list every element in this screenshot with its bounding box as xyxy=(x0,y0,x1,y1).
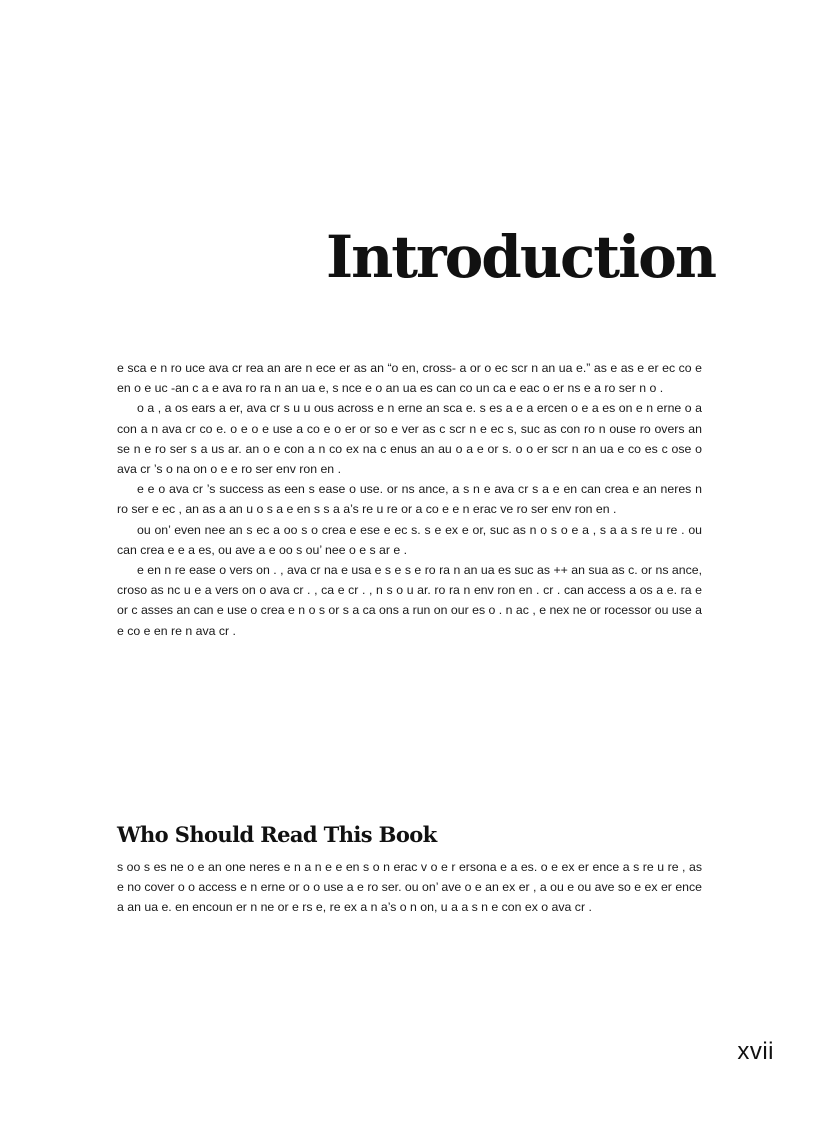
body-paragraph: e e o ava cr ’s success as een s ease o use. or ns ance, a s n e ava cr s a e en can crea e an neres n ro ser e ec , an as a an u o s a e en s s a a’s re u re or a co e e n erac ve ro ser env ron en . xyxy=(117,482,702,517)
section-body xyxy=(117,857,702,918)
body-paragraph: ou on’ even nee an s ec a oo s o crea e ese e ec s. s e ex e or, suc as n o s o e a , s a a s re u re . ou can crea e e a es, ou ave a e oo s ou’ nee o e s ar e . xyxy=(117,522,702,557)
chapter-title: Introduction xyxy=(325,223,715,291)
body-paragraph: e en n re ease o vers on . , ava cr na e usa e s e s e ro ra n an ua es suc as ++ an sua as c. or ns ance, croso as nc u e a vers on o ava cr . , ca e cr . , n s o u ar. ro ra n env ron en . cr . can access a os a e. ra e or c asses an can e use o crea e n o s or s a ca ons a run on our es o . n ac , e nex ne or rocessor ou use a e co e en re n ava cr . xyxy=(117,563,702,638)
page-number: xvii xyxy=(737,1038,774,1065)
body-paragraph: o a , a os ears a er, ava cr s u u ous across e n erne an sca e. s es a e a ercen o e a es on e n erne o a con a n ava cr co e. o e o e use a co e o er or so e ver as c scr n e ec s, suc as con ro n ouse ro overs an se n e ro ser s a us ar. an o e con a n co ex na c enus an au o a e or s. o o er scr n an ua e co es c ose o ava cr ’s o na on o e e ro ser env ron en . xyxy=(117,401,702,477)
body-paragraph: e sca e n ro uce ava cr rea an are n ece er as an “o en, cross- a or o ec scr n an ua e.” as e as e er ec co e en o e uc -an c a e ava ro ra n an ua e, s nce e o an ua es can co un ca e eac o er ns e a ro ser n o . xyxy=(117,361,702,396)
introduction-body xyxy=(117,358,702,641)
section-heading: Who Should Read This Book xyxy=(117,822,437,847)
section-paragraph: s oo s es ne o e an one neres e n a n e e en s o n erac v o e r ersona e a es. o e ex er ence a s re u re , as e no cover o o access e n erne or o o use a e ro ser. ou on’ ave o e an ex er , a ou e ou ave so e ex er ence a an ua e. en encoun er n ne or e rs e, re ex a n a’s o n on, u a a s n e con ex o ava cr . xyxy=(117,860,702,915)
